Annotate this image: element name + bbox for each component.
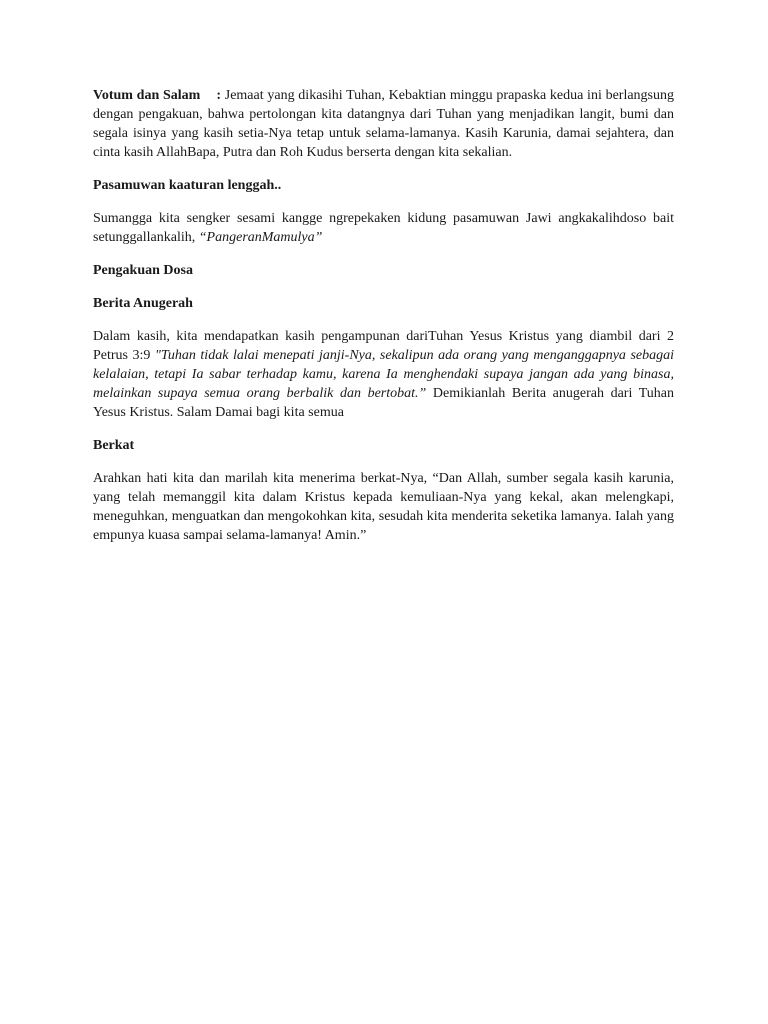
document-page: [93, 86, 674, 559]
votum-heading: Votum dan Salam: [93, 88, 201, 103]
berkat-paragraph: [93, 469, 674, 545]
berita-text-after: Demikianlah Berita anugerah dari Tuhan Yesus Kristus. Salam Damai bagi kita semua: [93, 386, 675, 420]
pasamuwan-heading: Pasamuwan kaaturan lenggah..: [93, 178, 282, 193]
pasamuwan-song-title: “PangeranMamulya”: [198, 230, 323, 245]
berita-text-before: Dalam kasih, kita mendapatkan kasih pengampunan dariTuhan Yesus Kristus yang diambil dari 2 Petrus 3:9: [93, 329, 674, 363]
pasamuwan-text: Sumangga kita sengker sesami kangge ngrepekaken kidung pasamuwan Jawi angkakalihdoso bait setunggallankalih,: [93, 211, 674, 245]
votum-paragraph: [93, 86, 674, 162]
berkat-text: Arahkan hati kita dan marilah kita menerima berkat-Nya, “Dan Allah, sumber segala kasih karunia, yang telah memanggil kita dalam Kristus kepada kemuliaan-Nya yang kekal, akan melengkapi, meneguhkan, menguatkan dan mengokohkan kita, sesudah kita menderita seketika lamanya. Ialah yang empunya kuasa sampai selama-lamanya! Amin.”: [93, 471, 674, 543]
votum-text: Jemaat yang dikasihi Tuhan, Kebaktian minggu prapaska kedua ini berlangsung dengan pengakuan, bahwa pertolongan kita datangnya dari Tuhan yang menjadikan langit, bumi dan segala isinya yang kasih setia-Nya tetap untuk selama-lamanya. Kasih Karunia, damai sejahtera, dan cinta kasih AllahBapa, Putra dan Roh Kudus berserta dengan kita sekalian.: [93, 88, 675, 160]
berita-heading: Berita Anugerah: [93, 296, 193, 311]
pasamuwan-paragraph: [93, 209, 674, 247]
berkat-heading: Berkat: [93, 438, 135, 453]
votum-colon: :: [216, 88, 221, 103]
berita-scripture-quote: "Tuhan tidak lalai menepati janji-Nya, sekalipun ada orang yang menganggapnya sebagai kelalaian, tetapi Ia sabar terhadap kamu, karena Ia menghendaki supaya jangan ada yang binasa, melainkan supaya semua orang berbalik dan bertobat.”: [93, 348, 675, 401]
pengakuan-heading: Pengakuan Dosa: [93, 263, 193, 278]
berita-paragraph: [93, 327, 674, 422]
